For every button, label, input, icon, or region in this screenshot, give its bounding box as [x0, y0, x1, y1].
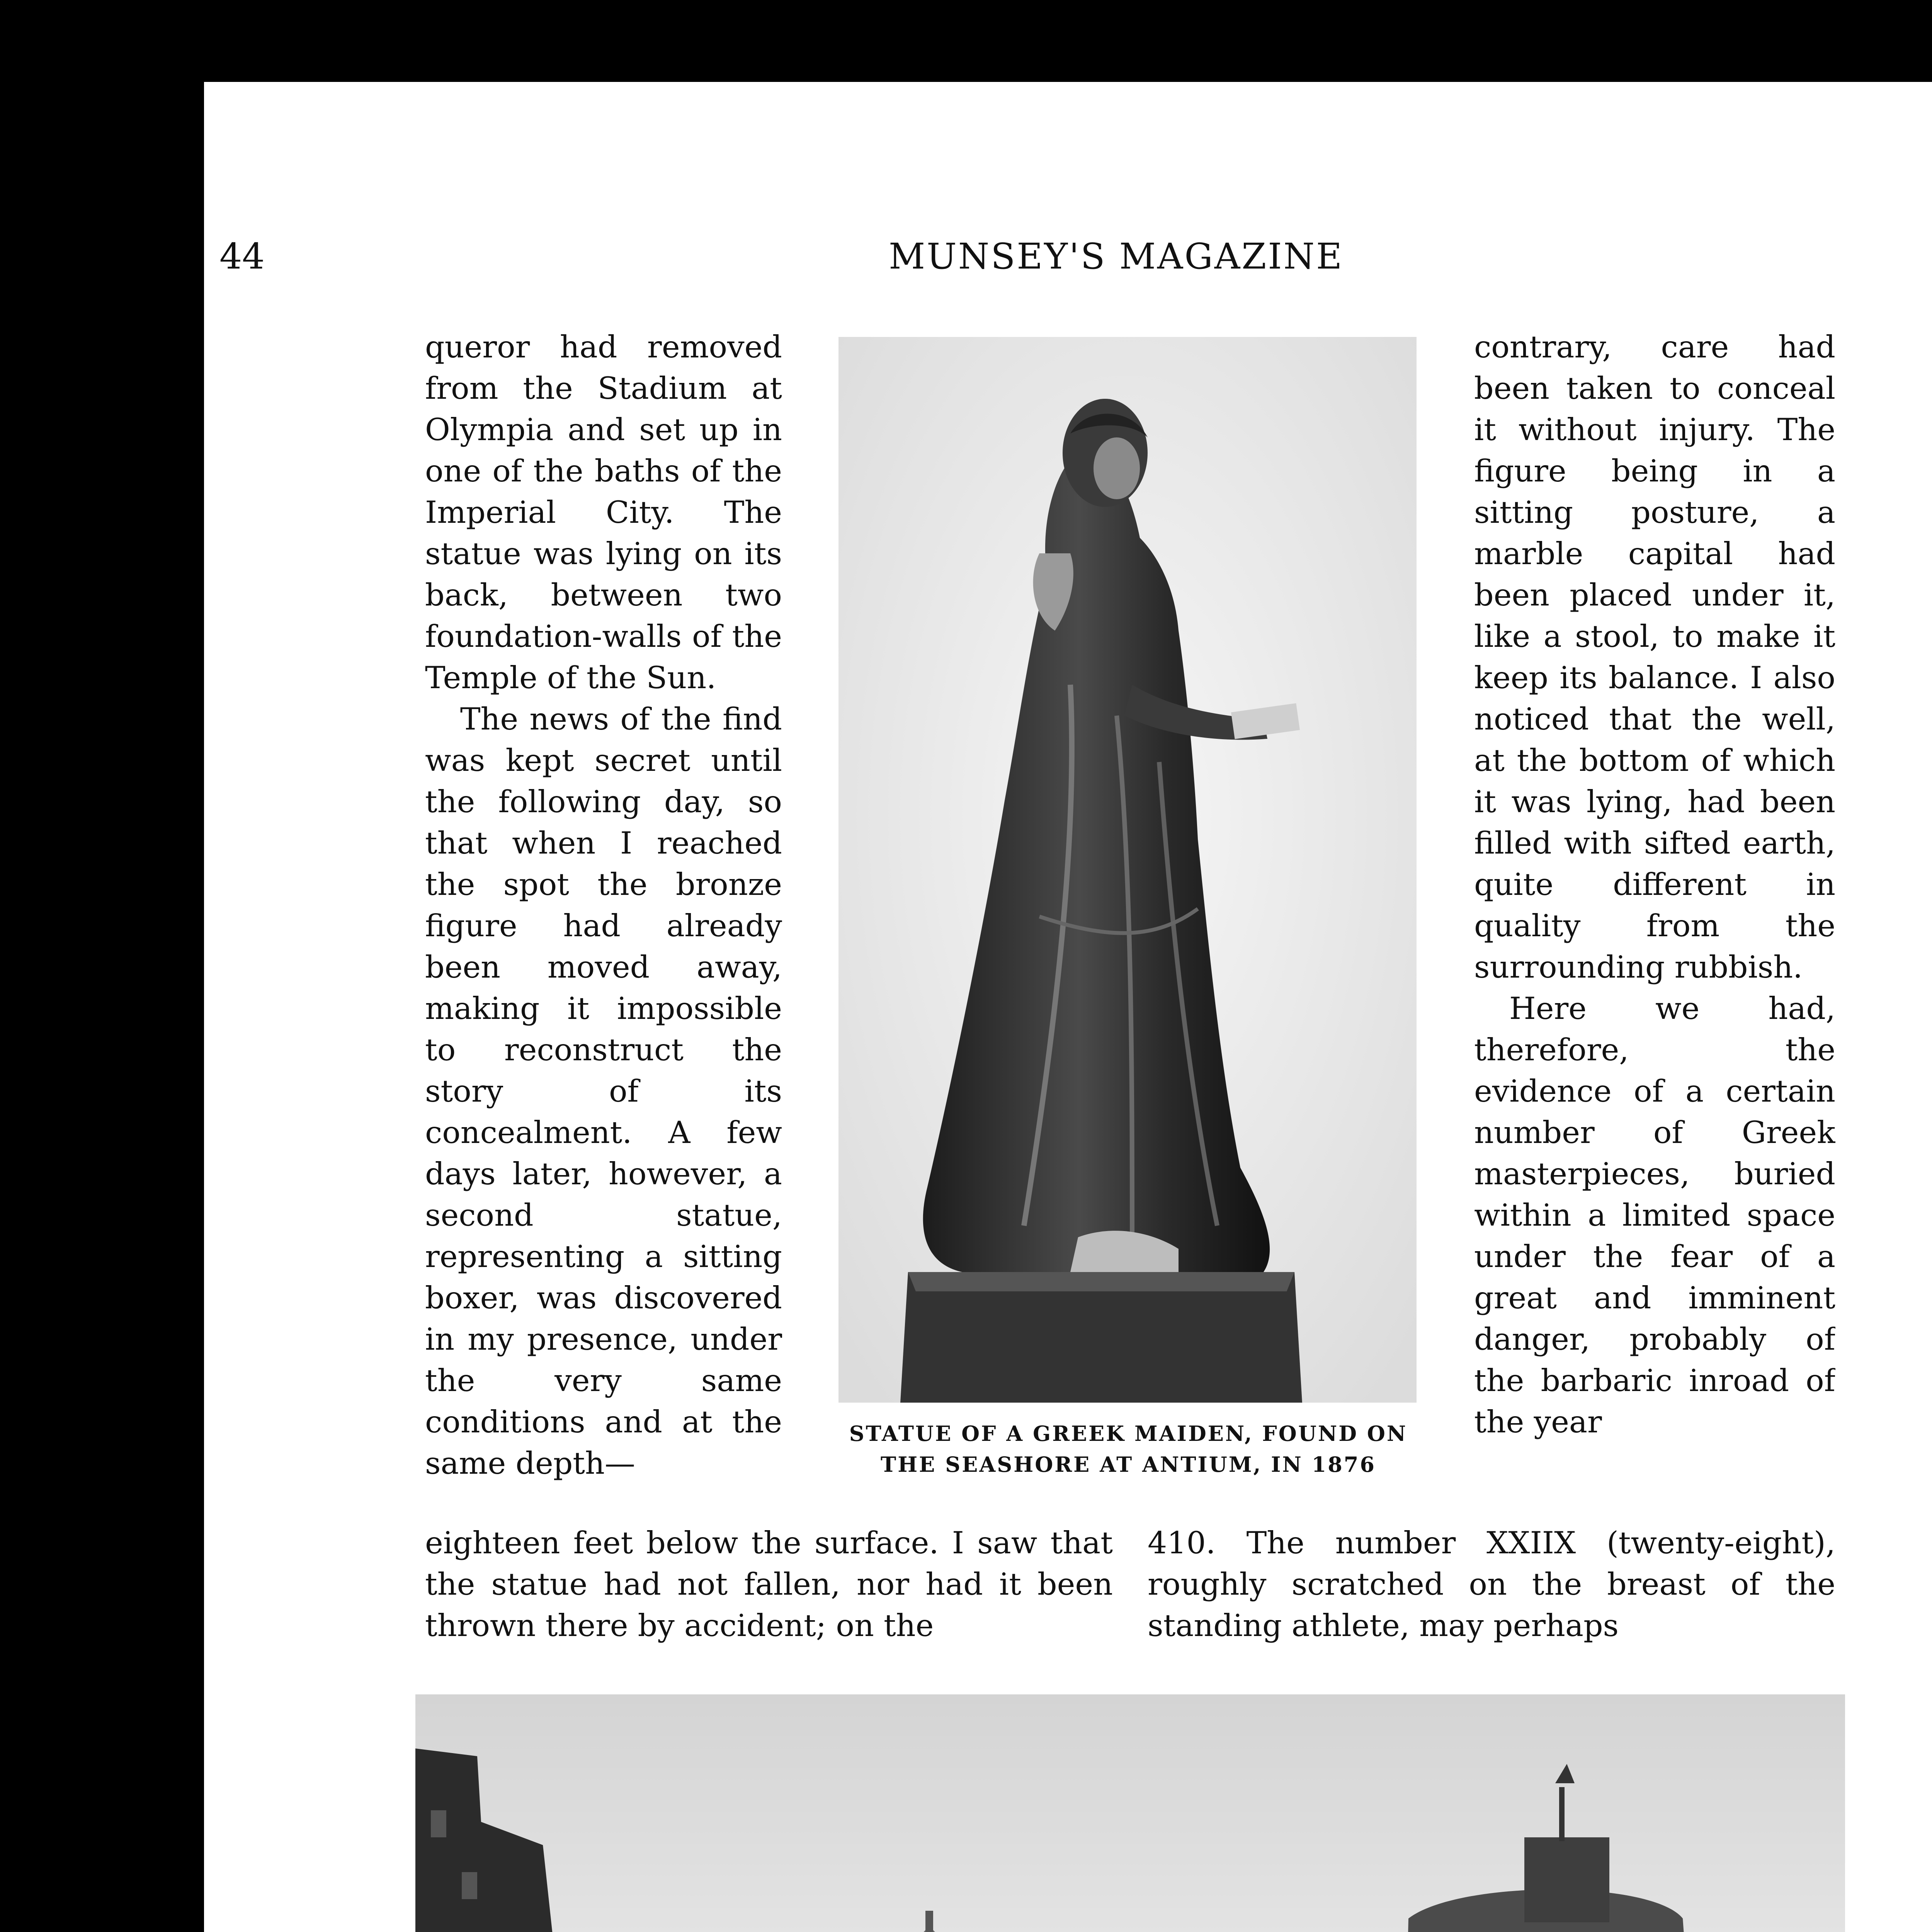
right-text-column — [1474, 327, 1835, 1519]
paragraph: Here we had, therefore, the evidence of a certain number of Greek masterpieces, buried within a limited space under the fear of a great and imminent danger, probably of the barbaric inroad of the year — [1474, 991, 1835, 1440]
running-head: MUNSEY'S MAGAZINE — [889, 236, 1344, 277]
statue-caption: STATUE OF A GREEK MAIDEN, FOUND ON THE SEASHORE AT ANTIUM, IN 1876 — [849, 1421, 1408, 1477]
paragraph: The news of the find was kept secret until the following day, so that when I reached the spot the bronze figure had already been moved away, making it impossible to reconstruct the story of its concealment. A few days later, however, a second statue, representing a sitting boxer, was discovered in my presence, under the very same conditions and at the same depth— — [425, 701, 782, 1481]
statue-photograph — [838, 337, 1417, 1403]
tiber-castel-sant-angelo-image — [415, 1694, 1845, 1932]
paragraph: contrary, care had been taken to conceal it without injury. The figure being in a sitting posture, a marble capital had been placed under it, like a stool, to make it keep its balance. I also noticed that the well, at the bottom of which it was lying, had been filled with sifted earth, quite different in quality from the surrounding rubbish. — [1474, 329, 1835, 985]
left-text-column — [425, 327, 782, 1519]
greek-maiden-statue-image — [838, 337, 1417, 1403]
paragraph: queror had removed from the Stadium at Olympia and set up in one of the baths of the Imperial City. The statue was lying on its back, between two foundation-walls of the Temple of the Sun. — [425, 329, 782, 696]
bottom-right-text: 410. The number XXIIX (twenty-eight), roughly scratched on the breast of the standing athlete, may perhaps — [1148, 1525, 1835, 1643]
bottom-left-text: eighteen feet below the surface. I saw that the statue had not fallen, nor had it been thrown there by accident; on the — [425, 1525, 1113, 1643]
page-number: 44 — [219, 236, 265, 277]
river-photograph — [415, 1694, 1845, 1932]
